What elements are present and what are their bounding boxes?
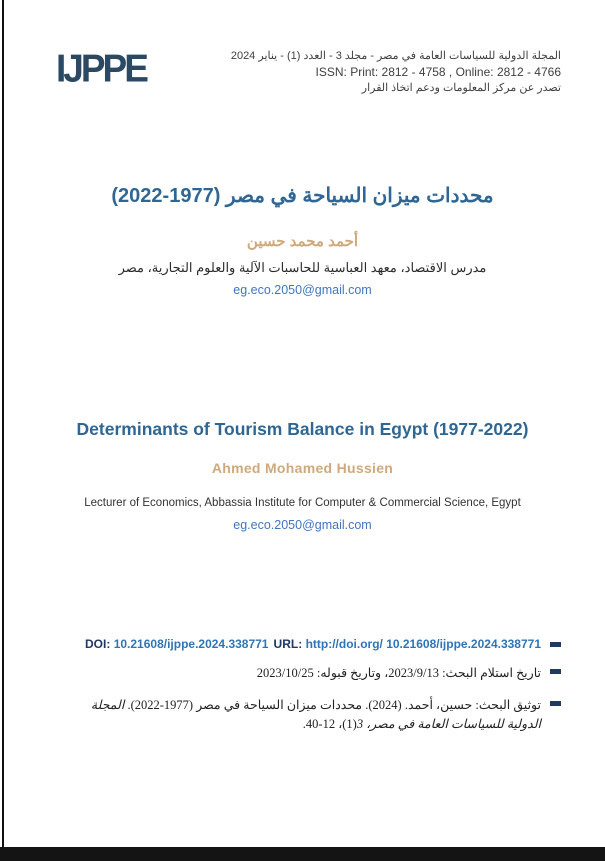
english-author-name: Ahmed Mohamed Hussien <box>211 460 394 476</box>
url-label: URL: <box>273 637 303 651</box>
english-email-row <box>0 516 605 534</box>
bullet-square-icon <box>550 642 561 647</box>
english-affiliation: Lecturer of Economics, Abbassia Institute for Computer & Commercial Science, Egypt <box>84 497 521 509</box>
citation-prefix: توثيق البحث: حسين، أحمد. (2024). محددات ميزان السياحة في مصر (1977-2022). <box>124 698 541 712</box>
citation-text <box>85 696 541 734</box>
arabic-title: محددات ميزان السياحة في مصر (1977-2022) <box>111 185 494 207</box>
doi-label: DOI: <box>85 637 111 651</box>
issn-line: ISSN: Print: 2812 - 4758 , Online: 2812 - 4766 <box>315 65 561 79</box>
author-email-link-english[interactable]: eg.eco.2050@gmail.com <box>233 518 372 532</box>
doi-link[interactable]: 10.21608/ijppe.2024.338771 <box>113 637 269 651</box>
journal-issue-line: المجلة الدولية للسياسات العامة في مصر - مجلد 3 - العدد (1) - يناير 2024 <box>230 50 561 62</box>
citation-row <box>85 696 561 734</box>
page-header <box>56 48 561 96</box>
arabic-affiliation: مدرس الاقتصاد، معهد العباسية للحاسبات الآلية والعلوم التجارية، مصر <box>118 260 487 275</box>
url-group <box>274 637 541 651</box>
bullet-square-icon <box>550 669 561 674</box>
url-link[interactable]: http://doi.org/ 10.21608/ijppe.2024.338771 <box>305 637 541 651</box>
arabic-author-name: أحمد محمد حسين <box>246 233 359 250</box>
journal-masthead <box>231 48 561 96</box>
publisher-line: تصدر عن مركز المعلومات ودعم اتخاذ القرار <box>361 82 561 94</box>
author-email-link[interactable]: eg.eco.2050@gmail.com <box>233 283 372 297</box>
received-dates-text: تاريخ استلام البحث: 2023/9/13، وتاريخ قبوله: 2023/10/25 <box>256 666 541 680</box>
english-title: Determinants of Tourism Balance in Egypt (1977-2022) <box>76 419 529 439</box>
bullet-square-icon <box>550 701 561 706</box>
arabic-email-row <box>0 281 605 299</box>
journal-logo: IJPPE <box>56 46 146 90</box>
citation-suffix: (1)، 12-40. <box>302 717 357 731</box>
doi-group <box>85 637 268 651</box>
doi-url-row <box>85 637 561 651</box>
citation-journal-name: المجلة الدولية للسياسات العامة في مصر، 3 <box>90 698 541 731</box>
received-dates-row <box>85 664 561 683</box>
scan-edge-bottom <box>0 847 605 861</box>
article-meta-footer <box>85 637 561 747</box>
